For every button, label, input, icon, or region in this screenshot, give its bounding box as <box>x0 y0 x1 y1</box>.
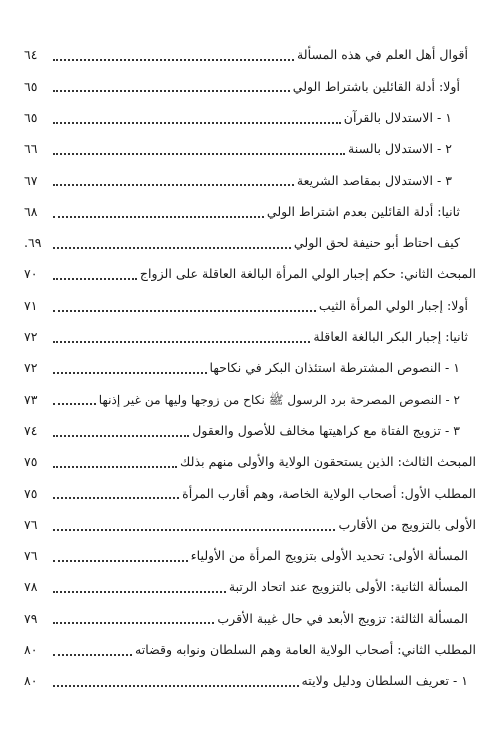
table-of-contents <box>24 40 476 697</box>
dot-leader <box>53 309 316 312</box>
toc-entry-title: ثانيا: إجبار البكر البالغة العاقلة <box>313 329 468 345</box>
toc-entry-title: ٢ - النصوص المصرحة برد الرسول ﷺ نكاح من زوجها وليها من غير إذنها <box>98 392 460 407</box>
toc-entry <box>24 447 476 478</box>
toc-entry-title: ٣ - تزويج الفتاة مع كراهيتها مخالف للأصول والعقول <box>192 422 460 438</box>
toc-entry-page: ٦٦ <box>24 141 38 157</box>
toc-entry <box>24 196 476 227</box>
dot-leader <box>53 402 96 405</box>
dot-leader <box>53 152 345 155</box>
toc-entry-page: ٦٥ <box>24 109 38 125</box>
toc-entry-page: ٧٥ <box>24 485 38 501</box>
toc-entry <box>24 322 476 353</box>
dot-leader <box>53 215 264 218</box>
toc-entry-page: ٧٠ <box>24 266 38 282</box>
dot-leader <box>53 371 207 374</box>
dot-leader <box>53 496 179 499</box>
toc-entry-title: المسألة الثالثة: تزويج الأبعد في حال غيبة الأقرب <box>217 610 468 626</box>
toc-entry-page: ٧١ <box>24 297 38 313</box>
toc-entry <box>24 478 476 509</box>
dot-leader <box>53 559 188 562</box>
toc-entry <box>24 165 476 196</box>
toc-entry-title: أقوال أهل العلم في هذه المسألة <box>297 47 468 63</box>
toc-entry-page: ٧٢ <box>24 329 38 345</box>
toc-entry-page: ٧٣ <box>24 391 38 407</box>
toc-entry-title: المسألة الثانية: الأولى بالتزويج عند اتحاد الرتبة <box>228 579 468 595</box>
toc-entry-page: ٦٩. <box>24 235 42 251</box>
toc-entry <box>24 259 476 290</box>
toc-entry <box>24 635 476 666</box>
dot-leader <box>53 58 294 61</box>
toc-entry-title: أولا: إجبار الولي المرأة الثيب <box>318 297 468 313</box>
toc-entry <box>24 541 476 572</box>
toc-entry-page: ٦٥ <box>24 78 38 94</box>
toc-entry <box>24 290 476 321</box>
toc-entry-page: ٧٨ <box>24 579 38 595</box>
dot-leader <box>53 434 189 437</box>
toc-entry-title: ١ - تعريف السلطان ودليل ولايته <box>301 673 468 689</box>
toc-entry-title: ١ - النصوص المشترطة استئذان البكر في نكاحها <box>209 360 460 376</box>
dot-leader <box>53 277 137 280</box>
toc-entry <box>24 509 476 540</box>
toc-entry-title: ٢ - الاستدلال بالسنة <box>348 141 452 157</box>
toc-entry <box>24 40 476 71</box>
toc-entry-page: ٧٥ <box>24 454 38 470</box>
toc-entry-title: كيف احتاط أبو حنيفة لحق الولي <box>293 235 460 251</box>
toc-entry-title: الأولى بالتزويج من الأقارب <box>338 516 476 532</box>
toc-entry <box>24 228 476 259</box>
toc-entry-title: ٣ - الاستدلال بمقاصد الشريعة <box>296 172 452 188</box>
toc-entry-page: ٦٧ <box>24 172 38 188</box>
toc-entry-page: ٧٢ <box>24 360 38 376</box>
toc-entry-title: ثانيا: أدلة القائلين بعدم اشتراط الولي <box>266 203 460 219</box>
toc-entry-page: ٨٠ <box>24 673 38 689</box>
toc-entry <box>24 572 476 603</box>
toc-entry <box>24 603 476 634</box>
toc-entry-page: ٧٦ <box>24 548 38 564</box>
toc-entry-page: ٨٠ <box>24 641 38 657</box>
toc-entry-page: ٦٨ <box>24 203 38 219</box>
toc-entry <box>24 416 476 447</box>
toc-entry <box>24 103 476 134</box>
toc-entry <box>24 353 476 384</box>
toc-entry-page: ٦٤ <box>24 47 38 63</box>
dot-leader <box>53 465 177 468</box>
dot-leader <box>53 653 132 656</box>
dot-leader <box>53 528 335 531</box>
toc-entry <box>24 666 476 697</box>
dot-leader <box>53 183 294 186</box>
toc-entry-title: المبحث الثاني: حكم إجبار الولي المرأة البالغة العاقلة على الزواج <box>139 266 476 282</box>
toc-entry-title: المطلب الأول: أصحاب الولاية الخاصة، وهم أقارب المرأة <box>182 485 476 501</box>
toc-entry-page: ٧٤ <box>24 422 38 438</box>
dot-leader <box>53 246 291 249</box>
toc-entry-title: المسألة الأولى: تحديد الأولى بتزويج المرأة من الأولياء <box>190 548 468 564</box>
dot-leader <box>53 121 341 124</box>
toc-entry <box>24 71 476 102</box>
dot-leader <box>53 89 290 92</box>
dot-leader <box>53 684 299 687</box>
toc-entry-title: المطلب الثاني: أصحاب الولاية العامة وهم السلطان ونوابه وقضاته <box>135 641 476 657</box>
toc-entry <box>24 134 476 165</box>
toc-entry-page: ٧٩ <box>24 610 38 626</box>
dot-leader <box>53 590 226 593</box>
dot-leader <box>53 621 214 624</box>
toc-entry-page: ٧٦ <box>24 516 38 532</box>
toc-entry-title: المبحث الثالث: الذين يستحقون الولاية والأولى منهم بذلك <box>180 454 476 470</box>
toc-entry-title: أولا: أدلة القائلين باشتراط الولي <box>292 78 460 94</box>
toc-entry-title: ١ - الاستدلال بالقرآن <box>343 109 452 125</box>
dot-leader <box>53 340 310 343</box>
toc-entry <box>24 384 476 415</box>
